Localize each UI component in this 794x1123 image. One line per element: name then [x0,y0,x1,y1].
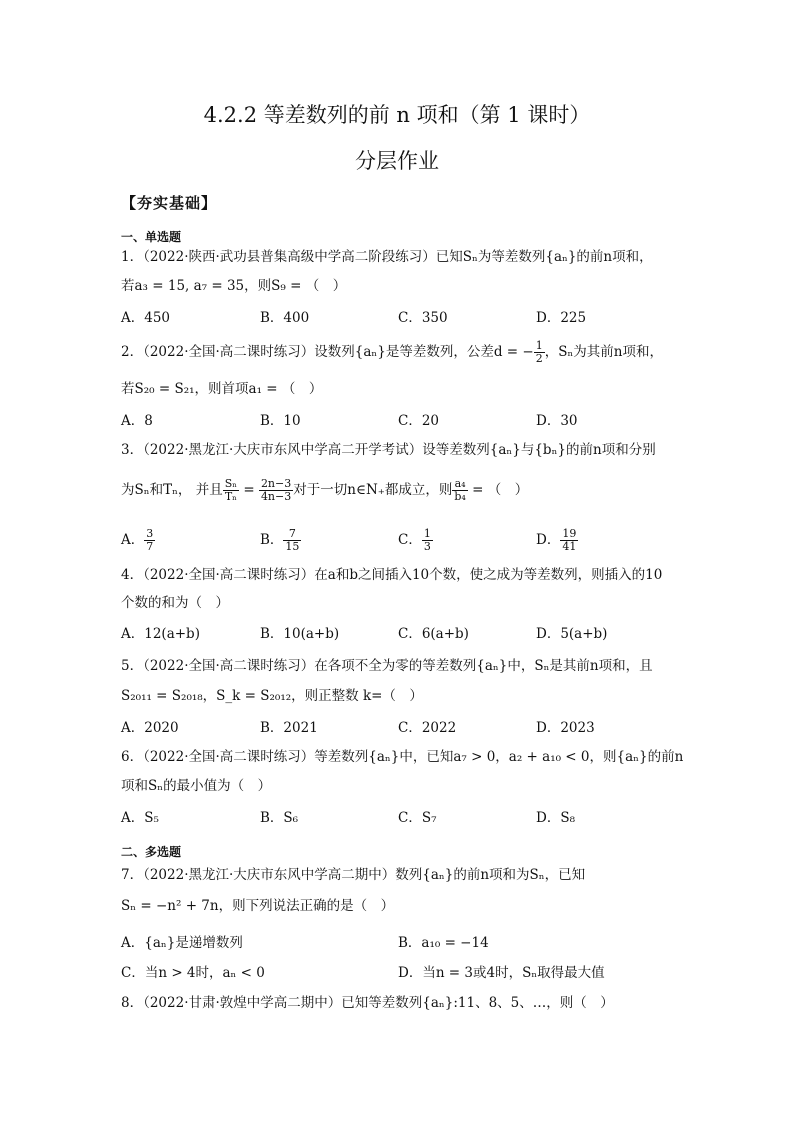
numerator: 2n−3 [260,477,292,490]
numerator: 19 [562,527,577,540]
option-b: B．2021 [260,720,318,736]
fraction-ratio [259,478,293,503]
numerator: 3 [146,527,154,540]
question-1-options [121,306,681,326]
numerator: 1 [535,339,543,352]
denominator: 2 [535,352,543,365]
numerator: Sₙ [224,477,238,490]
question-6-line-2: 项和Sₙ的最小值为（ ） [121,778,272,794]
question-3-line-1: 3．（2022·黑龙江·大庆市东风中学高二开学考试）设等差数列{aₙ}与{bₙ}的前n项和分别 [121,442,656,458]
denominator: Tₙ [224,490,237,503]
option-d: D．30 [536,413,578,429]
q3-text-b: 对于一切n∈N₊都成立，则 [293,482,453,498]
option-d: D．225 [536,310,587,326]
part-heading-multiple-choice: 二、多选题 [121,845,182,859]
option-d: D．5(a+b) [536,626,608,642]
question-5-line-1: 5．（2022·全国·高二课时练习）在各项不全为零的等差数列{aₙ}中，Sₙ是其前n项和，且 [121,658,653,674]
denominator: 15 [285,540,300,553]
equals-sign: = [239,482,259,498]
option-label: D． [536,532,561,548]
question-7-line-2: Sₙ = −n² + 7n，则下列说法正确的是（ ） [121,898,395,914]
fraction-s-over-t [223,478,239,503]
question-1-line-1: 1．（2022·陕西·武功县普集高级中学高二阶段练习）已知Sₙ为等差数列{aₙ}的前n项和， [121,249,653,265]
question-4-line-2: 个数的和为（ ） [121,595,229,611]
page-title: 4.2.2 等差数列的前 n 项和（第 1 课时） [203,103,591,127]
option-d: D．S₈ [536,810,575,826]
question-4-line-1: 4．（2022·全国·高二课时练习）在a和b之间插入10个数，使之成为等差数列，则插入的10 [121,567,663,583]
denominator: 7 [146,540,154,553]
option-b: B．400 [260,310,310,326]
option-c [398,528,433,553]
option-d: D．当n = 3或4时，Sₙ取得最大值 [398,965,605,981]
part-heading-single-choice: 一、单选题 [121,230,182,244]
option-c: C．S₇ [398,810,437,826]
option-a: A．12(a+b) [121,626,200,642]
option-b: B．a₁₀ = −14 [398,935,489,951]
fraction [422,528,433,553]
fraction [283,528,301,553]
option-a: A．{aₙ}是递增数列 [121,935,243,951]
option-b [260,528,301,553]
question-6-options [121,806,681,826]
option-c: C．当n > 4时，aₙ < 0 [121,965,265,981]
option-b: B．10(a+b) [260,626,340,642]
question-6-line-1: 6．（2022·全国·高二课时练习）等差数列{aₙ}中，已知a₇ > 0，a₂ + a₁₀ < 0，则{aₙ}的前n [121,749,684,765]
option-label: A． [121,532,145,548]
q3-text-a: 为Sₙ和Tₙ， 并且 [121,482,223,498]
option-a: A．8 [121,413,153,429]
question-2-options [121,409,681,429]
option-a: A．450 [121,310,171,326]
numerator: 7 [283,528,301,541]
fraction [144,528,155,553]
option-label: B． [260,532,284,548]
numerator: 1 [423,527,431,540]
option-label: C． [398,532,422,548]
option-c: C．6(a+b) [398,626,469,642]
question-5-options [121,716,681,736]
option-b: B．10 [260,413,301,429]
fraction [560,528,578,553]
question-2-line-2: 若S₂₀ = S₂₁，则首项a₁ = （ ） [121,381,323,397]
question-1-line-2: 若a₃ = 15, a₇ = 35，则S₉ = （ ） [121,278,347,294]
denominator: 41 [562,540,577,553]
numerator: a₄ [452,478,467,491]
q2-text-b: ，Sₙ为其前n项和， [544,344,663,360]
denominator: 4n−3 [260,490,292,503]
question-4-options [121,622,681,642]
q2-text-a: 2．（2022·全国·高二课时练习）设数列{aₙ}是等差数列，公差d = − [121,344,534,360]
question-7-options-row-1 [121,931,681,951]
question-3-line-2 [121,478,681,503]
section-heading: 【夯实基础】 [121,194,218,212]
q3-text-c: = （ ） [467,482,529,498]
option-b: B．S₆ [260,810,299,826]
question-7-options-row-2 [121,961,681,981]
question-7-line-1: 7．（2022·黑龙江·大庆市东风中学高二期中）数列{aₙ}的前n项和为Sₙ，已知 [121,867,586,883]
page-subtitle: 分层作业 [355,149,439,173]
option-d [536,528,578,553]
question-8-line-1: 8．（2022·甘肃·敦煌中学高二期中）已知等差数列{aₙ}:11、8、5、…，则（ ） [121,995,614,1011]
option-c: C．2022 [398,720,457,736]
option-d: D．2023 [536,720,595,736]
option-c: C．350 [398,310,448,326]
option-c: C．20 [398,413,440,429]
denominator: 3 [423,540,431,553]
question-3-options [121,527,681,553]
fraction [534,340,545,365]
option-a [121,528,155,553]
option-a: A．2020 [121,720,179,736]
question-5-line-2: S₂₀₁₁ = S₂₀₁₈，S_k = S₂₀₁₂，则正整数 k=（ ） [121,688,423,704]
option-a: A．S₅ [121,810,159,826]
question-2-line-1 [121,340,681,365]
fraction-a-over-b [452,478,467,503]
denominator: b₄ [454,490,466,503]
